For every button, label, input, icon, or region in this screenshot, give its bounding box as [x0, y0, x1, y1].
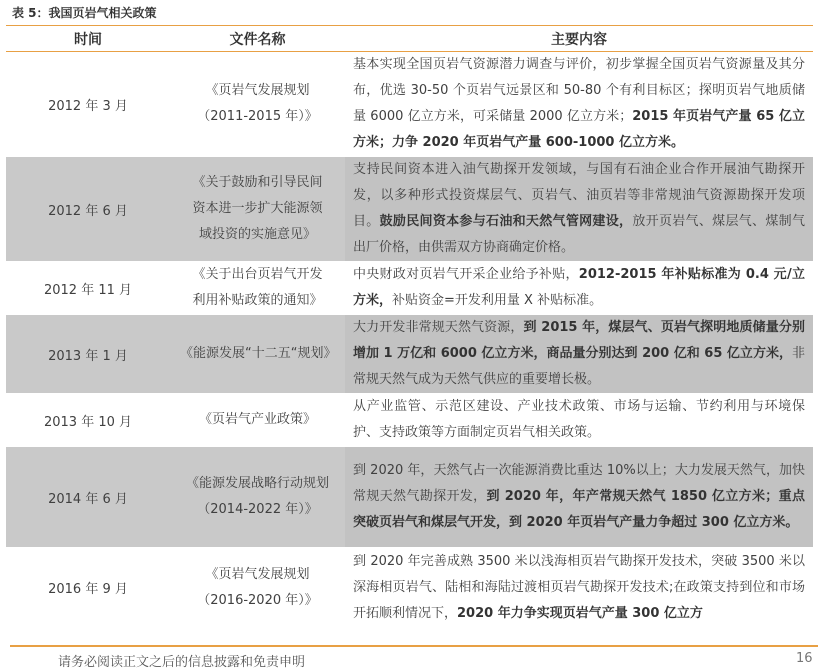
- header-name: 文件名称: [170, 26, 345, 52]
- row-time: 2012 年 11 月: [6, 262, 170, 315]
- content-plain: 中央财政对页岩气开采企业给予补贴，: [353, 267, 579, 282]
- content-plain: 基本实现全国页岩气资源潜力调查与评价，初步掌握全国页岩气资源量及其分布，优选 30-50 个页岩气远景区和 50-80 个有利目标区；探明页岩气地质储量 6000 亿立方米，可采储量 2000 亿立方米；: [353, 57, 805, 124]
- table-row: [6, 548, 813, 628]
- table-row: [6, 52, 813, 157]
- row-time: 2014 年 6 月: [6, 447, 170, 548]
- footer-rule: [10, 645, 818, 647]
- row-time: 2012 年 3 月: [6, 52, 170, 157]
- row-name-text: 《关于出台页岩气开发利用补贴政策的通知》: [192, 267, 323, 308]
- row-name: [170, 447, 345, 548]
- row-name-text: 《页岩气发展规划（2011-2015 年）》: [197, 83, 318, 124]
- content-plain: 支持民间资本进入油气勘探开发领域，与国有石油企业合作开展油气勘探开发，以多种形式投资煤层气、页岩气、油页岩等非常规油气资源勘探开发项目。: [353, 162, 805, 229]
- content-bold: 2012-2015 年补贴标准为 0.4 元/立方米，: [353, 267, 805, 308]
- row-content: [345, 548, 813, 628]
- header-content: 主要内容: [345, 26, 813, 52]
- row-content: [345, 315, 813, 394]
- content-tail: 补贴资金=开发利用量 X 补贴标准。: [392, 293, 603, 308]
- table-caption: 表 5：我国页岩气相关政策: [12, 6, 157, 20]
- row-time: 2013 年 10 月: [6, 394, 170, 447]
- header-time: 时间: [6, 26, 170, 52]
- row-name-text: 《能源发展“十二五“规划》: [180, 346, 337, 361]
- policy-table: [6, 26, 813, 628]
- content-plain: 到 2020 年完善成熟 3500 米以浅海相页岩气勘探开发技术，突破 3500 米以深海相页岩气、陆相和海陆过渡相页岩气勘探开发技术;在政策支持到位和市场开拓顺利情况下，: [353, 553, 805, 621]
- row-content: [345, 262, 813, 315]
- content-bold: 2015 年页岩气产量 65 亿立方米；力争 2020 年页岩气产量 600-1000 亿立方米。: [353, 109, 805, 150]
- content-bold: 到 2020 年，年产常规天然气 1850 亿立方米；重点突破页岩气和煤层气开发，到 2020 年页岩气产量力争超过 300 亿立方米。: [353, 489, 805, 530]
- row-name-text: 《能源发展战略行动规划（2014-2022 年）》: [185, 476, 329, 517]
- content-bold: 2020 年力争实现页岩气产量 300 亿立方: [457, 605, 703, 621]
- content-plain: 到 2020 年，天然气占一次能源消费比重达 10%以上；大力发展天然气，加快常规天然气勘探开发，: [353, 463, 805, 504]
- row-content: [345, 394, 813, 447]
- row-time: 2016 年 9 月: [6, 548, 170, 628]
- row-content: [345, 52, 813, 157]
- row-name: [170, 52, 345, 157]
- table-row: [6, 394, 813, 447]
- table-row: [6, 262, 813, 315]
- row-content: [345, 157, 813, 262]
- content-plain: 大力开发非常规天然气资源，: [353, 320, 524, 335]
- header-row: [6, 26, 813, 52]
- row-name: [170, 548, 345, 628]
- row-name: [170, 262, 345, 315]
- row-name: [170, 394, 345, 447]
- page-number: 16: [796, 651, 813, 666]
- row-name: [170, 315, 345, 394]
- content-tail: 放开页岩气、煤层气、煤制气出厂价格，由供需双方协商确定价格。: [353, 214, 805, 255]
- table-row: [6, 315, 813, 394]
- table-row: [6, 157, 813, 262]
- row-name-text: 《关于鼓励和引导民间资本进一步扩大能源领域投资的实施意见》: [192, 175, 323, 242]
- row-name-text: 《页岩气发展规划（2016-2020 年）》: [197, 566, 318, 608]
- content-plain: 从产业监管、示范区建设、产业技术政策、市场与运输、节约利用与环境保护、支持政策等方面制定页岩气相关政策。: [353, 399, 805, 440]
- row-time: 2013 年 1 月: [6, 315, 170, 394]
- row-time: 2012 年 6 月: [6, 157, 170, 262]
- row-name-text: 《页岩气产业政策》: [198, 412, 316, 427]
- content-bold: 到 2015 年，煤层气、页岩气探明地质储量分别增加 1 万亿和 6000 亿立方米，商品量分别达到 200 亿和 65 亿立方米，: [353, 320, 805, 361]
- table-row: [6, 447, 813, 548]
- row-content: [345, 447, 813, 548]
- content-bold: 鼓励民间资本参与石油和天然气管网建设，: [379, 214, 633, 229]
- footer-disclaimer: 请务必阅读正文之后的信息披露和免责申明: [58, 655, 306, 670]
- row-name: [170, 157, 345, 262]
- content-tail: 非常规天然气成为天然气供应的重要增长极。: [353, 346, 805, 387]
